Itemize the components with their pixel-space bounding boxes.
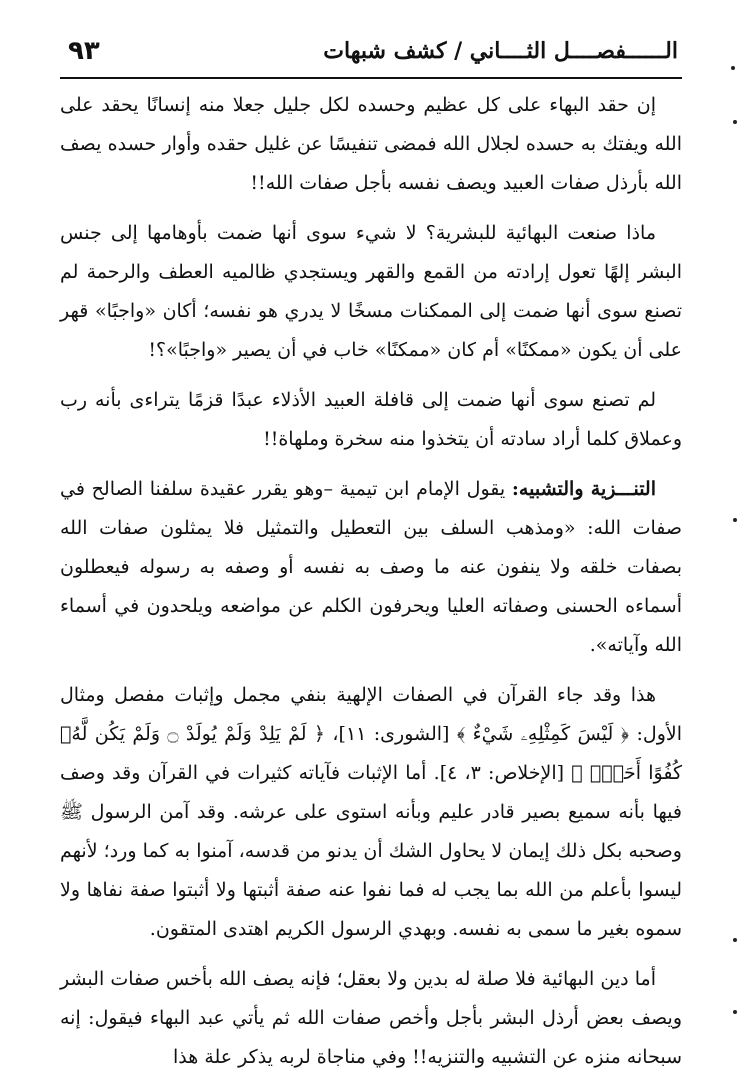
header-rule [60, 77, 682, 79]
paragraph-6: أما دين البهائية فلا صلة له بدين ولا بعقل؛ فإنه يصف الله بأخس صفات البشر ويصف بعض أرذل البشر بأجل وأخص صفات الله ثم يأتي عبد البهاء فيقول: إنه سبحانه منزه عن التشبيه والتنزيه!! وفي مناجاة لربه يذكر علة هذا [60, 968, 682, 1068]
section-heading: التنـــزية والتشبيه: [511, 478, 656, 500]
paragraph-1: إن حقد البهاء على كل عظيم وحسده لكل جليل جعلا منه إنسانًا يحقد على الله ويفتك به حسده لجلال الله فمضى تنفيسًا عن غليل حقده وأوار حسده يصف الله بأرذل صفات العبيد ويصف نفسه بأجل صفات الله!! [60, 94, 682, 194]
paragraph-4-text: يقول الإمام ابن تيمية –وهو يقرر عقيدة سلفنا الصالح في صفات الله: «ومذهب السلف بين التعطيل والتمثيل فلا يمثلون صفات الله بصفات خلقه ولا ينفون عنه ما وصف به نفسه أو وصفه به رسوله فيعطلون أسماءه الحسنى وصفاته العليا ويحرفون الكلم عن مواضعه ويلحدون في أسماء الله وآياته». [60, 478, 682, 656]
paragraph-4 [60, 470, 682, 665]
margin-mark [733, 518, 737, 522]
quran-verse-1: ﴿ لَيْسَ كَمِثْلِهِۦ شَيْءٌ ﴾ [456, 723, 630, 745]
margin-mark [733, 938, 737, 942]
running-title: الــــــفصــــل الثــــاني / كشف شبهات [323, 38, 678, 64]
margin-mark [733, 1010, 737, 1014]
verse-reference-2: [الإخلاص: ٣، ٤]. [433, 762, 565, 784]
margin-mark [733, 120, 737, 124]
main-text [60, 86, 682, 1088]
margin-mark [731, 66, 735, 70]
paragraph-5-text-2: أما الإثبات فآياته كثيرات في القرآن وقد وصف فيها بأنه سميع بصير قادر عليم وبأنه استوى على عرشه. وقد آمن الرسول ﷺ وصحبه بكل ذلك إيمان لا يحاول الشك أن يدنو من قدسه، آمنوا به كما ورد؛ لأنهم ليسوا بأعلم من الله بما يجب له فما نفوا عنه صفة أثبتها ولا أثبتوا صفة نفاها ولا سموه بغير ما سمى به نفسه. وبهدي الرسول الكريم اهتدى المتقون. [60, 762, 682, 940]
paragraph-5 [60, 676, 682, 949]
quran-verse-2: ﴿ لَمْ يَلِدْ وَلَمْ يُولَدْ ۝ وَلَمْ يَكُن لَّهُۥ كُفُوًا أَحَدٌۢ ﴾ [60, 723, 682, 784]
paragraph-2: ماذا صنعت البهائية للبشرية؟ لا شيء سوى أنها ضمت بأوهامها إلى جنس البشر إلهًا تعول إرادته من القمع والقهر ويستجدي ظالميه العطف والرحمة لم تصنع سوى أنها ضمت إلى الممكنات مسخًا لا يدري هو نفسه؛ أكان «واجبًا» قهر على أن يكون «ممكنًا» أم كان «ممكنًا» خاب في أن يصير «واجبًا»؟! [60, 222, 682, 361]
page-header [60, 32, 682, 76]
verse-reference-1: [الشورى: ١١]، [332, 723, 450, 745]
paragraph-3: لم تصنع سوى أنها ضمت إلى قافلة العبيد الأذلاء عبدًا قزمًا يتراءى بأنه رب وعملاق كلما أراد سادته أن يتخذوا منه سخرة وملهاة!! [60, 389, 682, 450]
paragraph-5-text-1: هذا وقد جاء القرآن في الصفات الإلهية بنفي مجمل وإثبات مفصل ومثال الأول: [60, 684, 682, 745]
page-number: ٩٣ [68, 36, 100, 66]
